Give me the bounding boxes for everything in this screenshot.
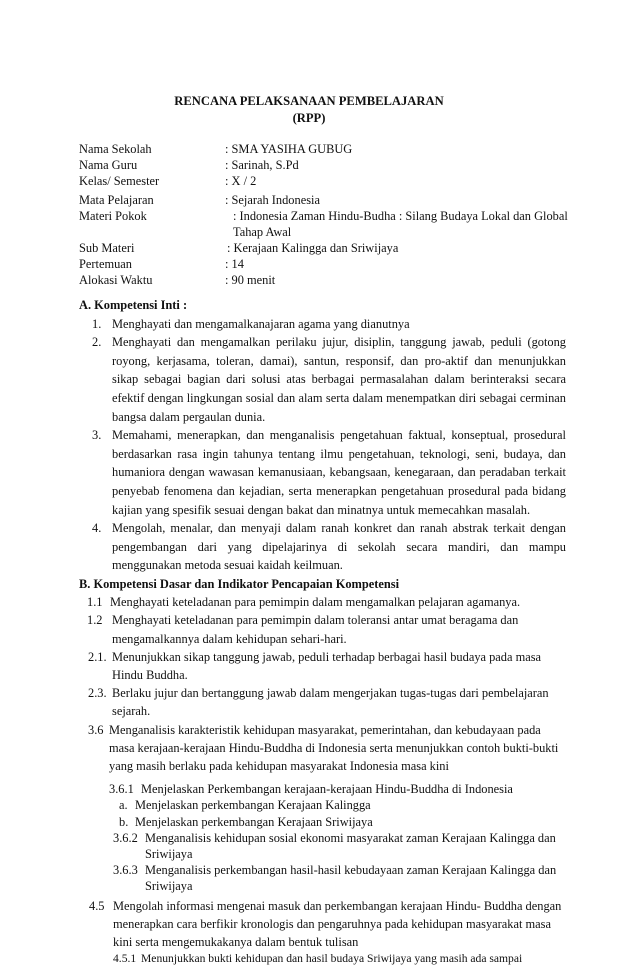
item-text: Menganalisis karakteristik kehidupan masyarakat, pemerintahan, dan kebudayaan pada masa kerajaan-kerajaan Hindu-Buddha di Indonesia serta menunjukkan contoh bukti-bukti yang masih berlaku pada kehidupan masyarakat Indonesia masa kini — [109, 722, 559, 774]
indicator-item — [79, 830, 560, 862]
item-text: Memahami, menerapkan, dan menganalisis pengetahuan faktual, konseptual, prosedural berdasarkan rasa ingin tahunya tentang ilmu pengetahuan, teknologi, seni, budaya, dan humaniora dengan wawasan kemanusiaan, kebangsaan, kenegaraan, dan peradaban terkait penyebab fenomena dan kejadian, serta menerapkan pengetahuan prosedural pada bidang kajian yang spesifik sesuai dengan bakat dan minatnya untuk memecahkan masalah. — [112, 428, 566, 517]
info-row-time — [79, 272, 579, 288]
info-label: Materi Pokok — [79, 209, 147, 223]
info-value: : SMA YASIHA GUBUG — [225, 142, 353, 156]
list-item — [79, 519, 566, 575]
indicator-number: 4.5.1 — [113, 952, 137, 966]
info-row-teacher — [79, 157, 579, 173]
info-label: Nama Sekolah — [79, 142, 152, 156]
indicator-text: Menjelaskan perkembangan Kerajaan Kalingga — [135, 798, 371, 813]
item-text: Berlaku jujur dan bertanggung jawab dalam mengerjakan tugas-tugas dari pembelajaran sejarah. — [112, 686, 549, 719]
indicator-text: Menganalisis perkembangan hasil-hasil kebudayaan zaman Kerajaan Kalingga dan Sriwijaya — [145, 863, 557, 894]
item-text: Menghayati keteladanan para pemimpin dalam toleransi antar umat beragama dan mengamalkannya dalam kehidupan sehari-hari. — [112, 613, 519, 646]
list-item — [79, 426, 566, 519]
indicator-number: 3.6.1 — [109, 782, 134, 797]
indicator-text: Menganalisis kehidupan sosial ekonomi masyarakat zaman Kerajaan Kalingga dan Sriwijaya — [145, 830, 556, 862]
info-label: Nama Guru — [79, 158, 138, 172]
list-item — [79, 721, 569, 776]
item-text: Mengolah, menalar, dan menyaji dalam ranah konkret dan ranah abstrak terkait dengan pengembangan dari yang dipelajarinya di sekolah secara mandiri, dan mampu menggunakan metoda sesuai kaidah keilmuan. — [112, 521, 566, 573]
info-value: : Kerajaan Kalingga dan Sriwijaya — [227, 241, 399, 255]
indicator-text: Menjelaskan Perkembangan kerajaan-kerajaan Hindu-Buddha di Indonesia — [141, 782, 513, 797]
section-heading: B. Kompetensi Dasar dan Indikator Pencapaian Kompetensi — [79, 577, 400, 591]
item-number: 3. — [92, 428, 102, 443]
list-item — [79, 897, 563, 952]
basic-competence-section — [79, 575, 566, 967]
section-heading: A. Kompetensi Inti : — [79, 298, 188, 312]
item-text: Menghayati dan mengamalkan perilaku jujur, disiplin, tanggung jawab, peduli (gotong royong, kerjasama, toleran, damai), santun, responsif, dan pro-aktif dan menunjukkan sikap sebagai bagian dari solusi atas berbagai permasalahan dalam berinteraksi secara efektif dengan lingkungan sosial dan alam serta dalam menempatkan diri sebagai cerminan bangsa dalam pergaulan dunia. — [112, 335, 566, 424]
identity-table — [79, 141, 579, 288]
item-number: 2.3. — [88, 686, 107, 701]
item-number: 2.1. — [88, 649, 107, 664]
info-value: : 14 — [225, 257, 244, 271]
list-item — [79, 684, 566, 720]
indicator-item — [79, 814, 566, 830]
item-number: 2. — [92, 335, 102, 350]
info-row-subtopic — [79, 240, 579, 256]
list-item — [79, 648, 566, 684]
info-label: Sub Materi — [79, 241, 135, 255]
item-number: 4. — [92, 521, 102, 536]
document-subtitle: (RPP) — [292, 111, 326, 125]
list-item — [79, 611, 566, 647]
core-competence-section — [79, 296, 566, 575]
item-number: 1.1 — [87, 595, 103, 610]
list-item — [79, 593, 566, 611]
info-label: Alokasi Waktu — [79, 273, 153, 287]
indicator-text: Menjelaskan perkembangan Kerajaan Sriwijaya — [135, 814, 373, 829]
info-label: Mata Pelajaran — [79, 193, 154, 207]
item-number: 3.6 — [88, 722, 104, 737]
info-value: : X / 2 — [225, 174, 257, 188]
indicator-number: 3.6.2 — [113, 830, 138, 845]
indicator-item — [79, 781, 566, 797]
item-number: 1. — [92, 316, 102, 331]
info-row-subject — [79, 192, 579, 208]
document-title: RENCANA PELAKSANAAN PEMBELAJARAN — [174, 94, 444, 108]
indicator-number: 3.6.3 — [113, 863, 138, 878]
list-item — [79, 333, 566, 426]
item-number: 4.5 — [89, 898, 105, 913]
info-value: : Sejarah Indonesia — [225, 193, 320, 207]
info-row-class — [79, 173, 579, 189]
item-text: Menghayati keteladanan para pemimpin dalam mengamalkan pelajaran agamanya. — [110, 595, 521, 610]
item-text: Menghayati dan mengamalkanajaran agama yang dianutnya — [112, 316, 410, 331]
indicator-item — [79, 862, 560, 894]
core-competence-list — [79, 315, 566, 575]
info-value: : Indonesia Zaman Hindu-Budha : Silang Budaya Lokal dan Global Tahap Awal — [233, 209, 568, 239]
item-text: Mengolah informasi mengenai masuk dan perkembangan kerajaan Hindu- Buddha dengan menerapkan cara berfikir kronologis dan pengaruhnya pada kehidupan masyarakat masa kini serta mengemukakanya dalam bentuk tulisan — [113, 898, 562, 950]
indicator-number: a. — [119, 798, 128, 813]
indicator-number: b. — [119, 814, 129, 829]
indicator-text: Menunjukkan bukti kehidupan dan hasil budaya Sriwijaya yang masih ada sampai — [141, 952, 523, 966]
indicator-item — [79, 797, 566, 813]
info-row-topic — [79, 208, 579, 240]
info-label: Pertemuan — [79, 257, 132, 271]
list-item — [79, 315, 566, 334]
info-row-school — [79, 141, 579, 157]
info-value: : Sarinah, S.Pd — [225, 158, 299, 172]
info-label: Kelas/ Semester — [79, 174, 160, 188]
info-row-meeting — [79, 256, 579, 272]
item-text: Menunjukkan sikap tanggung jawab, peduli terhadap berbagai hasil budaya pada masa Hindu Buddha. — [112, 649, 542, 683]
item-number: 1.2 — [87, 613, 103, 628]
indicator-item — [79, 951, 566, 967]
info-value: : 90 menit — [225, 273, 276, 287]
